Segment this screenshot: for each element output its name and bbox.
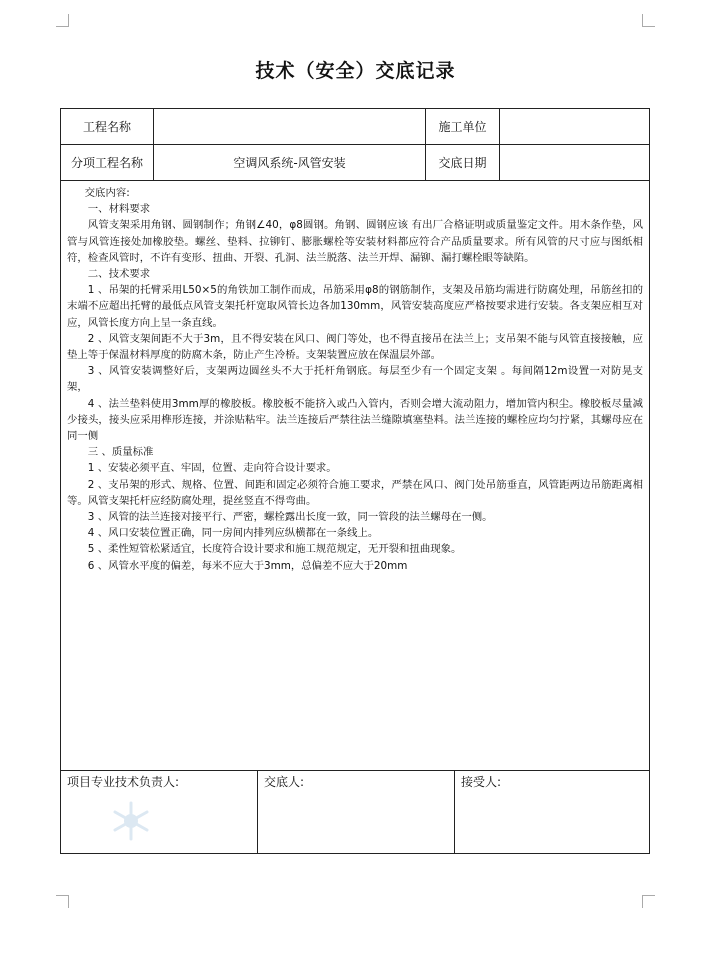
tech-lead-signature[interactable]: [61, 771, 258, 853]
section-2-item: 2 、风管支架间距不大于3m，且不得安装在风口、阀门等处，也不得直接吊在法兰上；支吊架不能与风管直接接触，应垫上等于保温材料厚度的防腐木条，防止产生冷桥。支架装置应放在保温层外部。: [67, 332, 643, 362]
section-2-item: 3 、风管安装调整好后，支架两边圆丝头不大于托杆角钢底。每层至少有一个固定支架 。每间隔12m设置一对防晃支架，: [67, 365, 643, 394]
row-sub-project: [61, 145, 649, 181]
section-3-item: 6 、风管水平度的偏差，每米不应大于3mm，总偏差不应大于20mm: [87, 559, 408, 572]
document-title: 技术（安全）交底记录: [255, 60, 456, 82]
crop-mark-bottom-left: [56, 895, 69, 908]
discloser-signature[interactable]: [258, 771, 455, 853]
crop-mark-bottom-right: [642, 895, 655, 908]
row-project: [61, 109, 649, 145]
date-label: 交底日期: [426, 145, 500, 180]
crop-mark-top-right: [642, 14, 655, 27]
crop-mark-top-left: [56, 14, 69, 27]
signature-row: [61, 771, 649, 853]
section-3-item: 2 、支吊架的形式、规格、位置、间距和固定必须符合施工要求，严禁在风口、阀门处吊筋垂直，风管距两边吊筋距离相等。风管支架托杆应经防腐处理，提丝竖直不得弯曲。: [67, 478, 643, 507]
section-3-item: 3 、风管的法兰连接对接平行、严密，螺栓露出长度一致，同一管段的法兰螺母在一侧。: [87, 511, 493, 524]
receiver-signature[interactable]: [455, 771, 649, 853]
construction-unit-label: 施工单位: [426, 109, 500, 144]
project-name-label: 工程名称: [61, 109, 154, 144]
disclosure-form: [60, 108, 650, 854]
section-2-item: 4 、法兰垫料使用3mm厚的橡胶板。橡胶板不能挤入或凸入管内，否则会增大流动阻力，增加管内积尘。橡胶板尽量减少接头，接头应采用榫形连接，并涂贴粘牢。法兰连接后严禁往法兰缝隙填塞垫料。法兰连接的螺栓应均匀拧紧，其螺母应在同一侧: [67, 397, 643, 443]
section-3-item: 1 、安装必须平直、牢固，位置、走向符合设计要求。: [87, 462, 337, 475]
discloser-label: 交底人:: [264, 775, 305, 789]
construction-unit-value[interactable]: [500, 109, 649, 144]
tech-lead-label: 项目专业技术负责人:: [67, 775, 180, 789]
section-3-item: 4 、风口安装位置正确，同一房间内排列应纵横都在一条线上。: [87, 527, 379, 540]
sub-project-value[interactable]: 空调风系统-风管安装: [154, 145, 426, 180]
date-value[interactable]: [500, 145, 649, 180]
project-name-value[interactable]: [154, 109, 426, 144]
section-2-item: 1 、吊架的托臂采用L50×5的角铁加工制作而成，吊筋采用φ8的钢筋制作，支架及吊筋均需进行防腐处理，吊筋丝扣的末端不应超出托臂的最低点风管支架托杆宽取风管长边各加130mm，风管安装高度应严格按要求进行安装。各支架应相互对应，风管长度方向上呈一条直线。: [67, 284, 643, 329]
section-1-paragraph: 风管支架采用角钢、圆钢制作；角钢∠40，φ8圆钢。角钢、圆钢应该 有出厂合格证明或质量鉴定文件。用木条作垫，风管与风管连接处加橡胶垫。螺丝、垫料、拉铆钉、膨胀螺栓等安装材料都应符合产品质量要求。所有风管的尺寸应与图纸相符，检查风管时，不许有变形、扭曲、开裂、孔洞、法兰脱落、法兰开焊、漏铆、漏打螺栓眼等缺陷。: [67, 219, 643, 264]
disclosure-content: [61, 181, 649, 771]
content-heading: 交底内容:: [84, 187, 130, 199]
section-3-title: 三 、质量标准: [87, 446, 154, 459]
sub-project-label: 分项工程名称: [61, 145, 154, 180]
section-1-title: 一、材料要求: [87, 203, 151, 216]
snowflake-watermark-icon: [111, 801, 151, 841]
section-3-item: 5 、柔性短管松紧适宜，长度符合设计要求和施工规范规定，无开裂和扭曲现象。: [87, 543, 462, 556]
section-2-title: 二、技术要求: [87, 268, 151, 281]
receiver-label: 接受人:: [461, 775, 502, 789]
